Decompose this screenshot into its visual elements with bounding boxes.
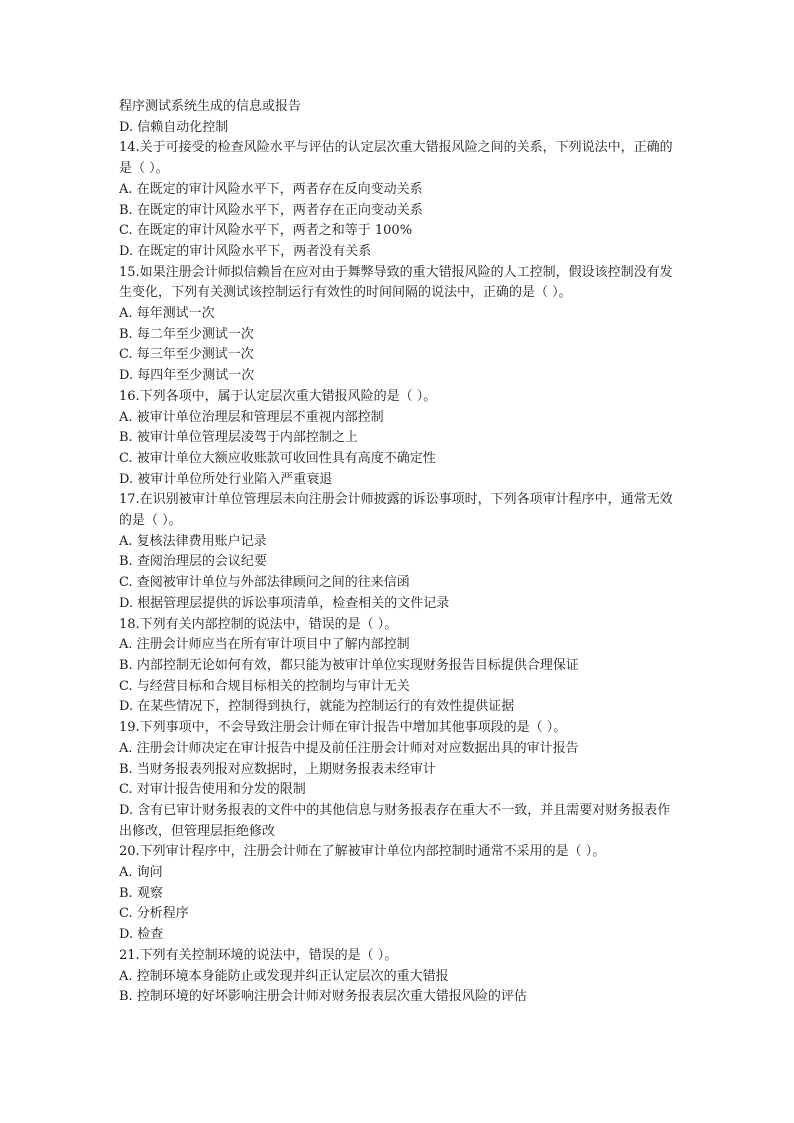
question-stem: 18.下列有关内部控制的说法中，错误的是（ ）。 bbox=[119, 616, 398, 632]
option-b: B. 当财务报表列报对应数据时，上期财务报表未经审计 bbox=[119, 761, 436, 777]
document-body bbox=[119, 97, 679, 1008]
question-15 bbox=[119, 263, 679, 387]
question-14 bbox=[119, 138, 679, 262]
question-18 bbox=[119, 615, 679, 719]
option-d: D. 被审计单位所处行业陷入严重衰退 bbox=[119, 471, 333, 487]
option-d: D. 在既定的审计风险水平下，两者没有关系 bbox=[119, 243, 372, 259]
question-stem: 14.关于可接受的检查风险水平与评估的认定层次重大错报风险之间的关系，下列说法中，正确的是（ ）。 bbox=[119, 140, 673, 177]
option-c: C. 被审计单位大额应收账款可收回性具有高度不确定性 bbox=[119, 450, 436, 466]
option-d: D. 根据管理层提供的诉讼事项清单，检查相关的文件记录 bbox=[119, 595, 450, 611]
option-b: B. 观察 bbox=[119, 885, 163, 901]
option-c: C. 分析程序 bbox=[119, 906, 189, 922]
option-a: A. 注册会计师决定在审计报告中提及前任注册会计师对对应数据出具的审计报告 bbox=[119, 740, 579, 756]
text-line: D. 信赖自动化控制 bbox=[119, 119, 229, 135]
question-19 bbox=[119, 718, 679, 842]
option-c: C. 对审计报告使用和分发的限制 bbox=[119, 782, 306, 798]
question-stem: 19.下列事项中，不会导致注册会计师在审计报告中增加其他事项段的是（ ）。 bbox=[119, 720, 567, 736]
question-stem: 16.下列各项中，属于认定层次重大错报风险的是（ ）。 bbox=[119, 388, 437, 404]
option-d: D. 每四年至少测试一次 bbox=[119, 368, 255, 384]
option-b: B. 控制环境的好坏影响注册会计师对财务报表层次重大错报风险的评估 bbox=[119, 989, 527, 1005]
question-stem: 17.在识别被审计单位管理层未向注册会计师披露的诉讼事项时，下列各项审计程序中，通常无效的是（ ）。 bbox=[119, 492, 673, 529]
question-stem: 15.如果注册会计师拟信赖旨在应对由于舞弊导致的重大错报风险的人工控制，假设该控制没有发生变化，下列有关测试该控制运行有效性的时间间隔的说法中，正确的是（ ）。 bbox=[119, 264, 673, 301]
option-a: A. 每年测试一次 bbox=[119, 306, 215, 322]
option-b: B. 在既定的审计风险水平下，两者存在正向变动关系 bbox=[119, 202, 423, 218]
option-c: C. 每三年至少测试一次 bbox=[119, 347, 254, 363]
option-c: C. 查阅被审计单位与外部法律顾问之间的往来信函 bbox=[119, 575, 410, 591]
option-a: A. 复核法律费用账户记录 bbox=[119, 533, 267, 549]
option-d: D. 含有已审计财务报表的文件中的其他信息与财务报表存在重大不一致，并且需要对财务报表作出修改，但管理层拒绝修改 bbox=[119, 802, 671, 839]
option-a: A. 注册会计师应当在所有审计项目中了解内部控制 bbox=[119, 637, 410, 653]
option-a: A. 控制环境本身能防止或发现并纠正认定层次的重大错报 bbox=[119, 968, 449, 984]
option-c: C. 与经营目标和合规目标相关的控制均与审计无关 bbox=[119, 678, 410, 694]
question-21 bbox=[119, 946, 679, 1008]
option-b: B. 被审计单位管理层凌驾于内部控制之上 bbox=[119, 430, 358, 446]
question-stem: 21.下列有关控制环境的说法中，错误的是（ ）。 bbox=[119, 947, 398, 963]
option-a: A. 询问 bbox=[119, 865, 163, 881]
option-d: D. 检查 bbox=[119, 927, 164, 943]
option-b: B. 每二年至少测试一次 bbox=[119, 326, 254, 342]
option-a: A. 被审计单位治理层和管理层不重视内部控制 bbox=[119, 409, 384, 425]
text-line: 程序测试系统生成的信息或报告 bbox=[119, 99, 302, 114]
question-stem: 20.下列审计程序中，注册会计师在了解被审计单位内部控制时通常不采用的是（ ）。 bbox=[119, 844, 606, 860]
option-c: C. 在既定的审计风险水平下，两者之和等于 100% bbox=[119, 223, 413, 239]
question-20 bbox=[119, 842, 679, 946]
option-d: D. 在某些情况下，控制得到执行，就能为控制运行的有效性提供证据 bbox=[119, 699, 515, 715]
option-a: A. 在既定的审计风险水平下，两者存在反向变动关系 bbox=[119, 181, 423, 197]
question-16 bbox=[119, 387, 679, 491]
question-17 bbox=[119, 490, 679, 614]
option-b: B. 内部控制无论如何有效，都只能为被审计单位实现财务报告目标提供合理保证 bbox=[119, 657, 579, 673]
option-b: B. 查阅治理层的会议纪要 bbox=[119, 554, 267, 570]
